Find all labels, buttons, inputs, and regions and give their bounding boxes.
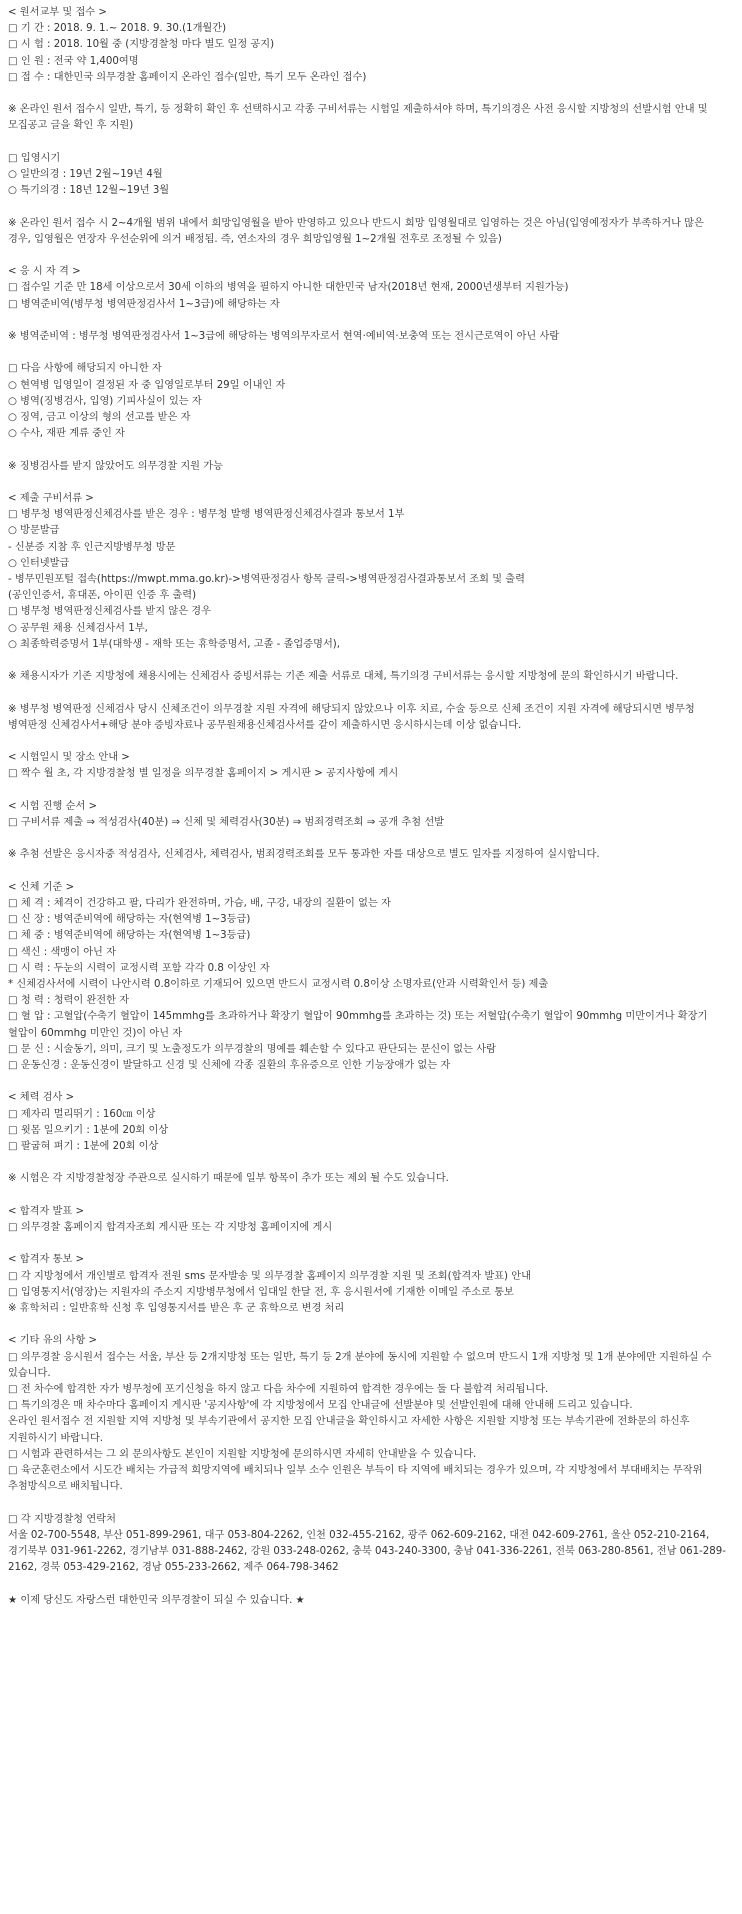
notice-line: * 신체검사서에 시력이 나안시력 0.8이하로 기재되어 있으면 반드시 교정시력 0.8이상 소명자료(안과 시력확인서 등) 제출: [8, 978, 549, 990]
notice-line: □ 접 수 : 대한민국 의무경찰 홈페이지 온라인 접수(일반, 특기 모두 온라인 접수): [8, 71, 367, 83]
notice-line: □ 혈 압 : 고혈압(수축기 혈압이 145mmhg를 초과하거나 확장기 혈압이 90mmhg를 초과하는 것) 또는 저혈압(수축기 혈압이 90mmhg 미만이거나 확장기 혈압이 60mmhg 미만인 것)이 아닌 자: [8, 1011, 711, 1039]
notice-line: ○ 방문발급: [8, 525, 60, 537]
section-heading: < 기타 유의 사항 >: [8, 1335, 98, 1347]
notice-line: □ 각 지방경찰청 연락처: [8, 1513, 116, 1525]
blank-line: [8, 475, 728, 491]
notice-line: ○ 일반의경 : 19년 2월~19년 4월: [8, 169, 163, 180]
notice-line: □ 문 신 : 시술동기, 의미, 크기 및 노출정도가 의무경찰의 명예를 훼손할 수 있다고 판단되는 문신이 없는 사람: [8, 1043, 496, 1055]
notice-line: □ 의무경찰 홈페이지 합격자조회 게시판 또는 각 지방청 홈페이지에 게시: [8, 1221, 333, 1233]
notice-line: 서울 02-700-5548, 부산 051-899-2961, 대구 053-804-2262, 인천 032-455-2162, 광주 062-609-2162, 대전 042-609-2761, 울산 052-210-2164, 경기북부 031-961-2262, 경기남부 031-888-2462, 강원 033-248-0262, 충북 043-240-3300, 충남 041-336-2261, 전북 063-280-8561, 전남 061-289-2162, 경북 053-429-2162, 경남 055-233-2662, 제주 064-798-3462: [8, 1529, 726, 1574]
blank-line: [8, 1495, 728, 1511]
notice-line: ※ 채용시자가 기존 지방청에 채용시에는 신체검사 증빙서류는 기존 제출 서류로 대체, 특기의경 구비서류는 응시할 지방청에 문의 확인하시기 바랍니다.: [8, 671, 679, 683]
section-heading: < 시험일시 및 장소 안내 >: [8, 752, 130, 764]
blank-line: [8, 345, 728, 361]
notice-line: □ 입영통지서(영장)는 지원자의 주소지 지방병무청에서 입대일 한달 전, 후 응시원서에 기재한 이메일 주소로 통보: [8, 1286, 514, 1298]
blank-line: [8, 248, 728, 264]
blank-line: [8, 135, 728, 151]
blank-line: [8, 199, 728, 215]
blank-line: [8, 653, 728, 669]
section-heading: < 응 시 자 격 >: [8, 266, 81, 278]
notice-line: ○ 공무원 채용 신체검사서 1부,: [8, 622, 148, 634]
blank-line: [8, 831, 728, 847]
notice-line: □ 제자리 멀리뛰기 : 160㎝ 이상: [8, 1108, 156, 1120]
notice-line: □ 육군훈련소에서 시도간 배치는 가급적 희망지역에 배치되나 일부 소수 인원은 부득이 타 지역에 배치되는 경우가 있으며, 각 지방청에서 부대배치는 무작위 추첨방식으로 배치됩니다.: [8, 1464, 706, 1493]
blank-line: [8, 685, 728, 701]
notice-line: ※ 온라인 원서 접수 시 2~4개월 범위 내에서 희망입영월을 받아 반영하고 있으나 반드시 희망 입영월대로 입영하는 것은 아님(입영예정자가 부족하거나 많은 경우, 입영월은 연장자 우선순위에 의거 배정됨. 즉, 연소자의 경우 희망입영월 1~2개월 전후로 조정될 수 있음): [8, 217, 708, 245]
blank-line: [8, 1188, 728, 1204]
notice-line: □ 시험과 관련하셔는 그 외 문의사항도 본인이 지원할 지방청에 문의하시면 자세히 안내받을 수 있습니다.: [8, 1448, 477, 1460]
notice-line: ○ 징역, 금고 이상의 형의 선고를 받은 자: [8, 411, 191, 423]
notice-line: □ 시 력 : 두눈의 시력이 교정시력 포함 각각 0.8 이상인 자: [8, 962, 270, 974]
notice-line: □ 전 차수에 합격한 자가 병무청에 포기신청을 하지 않고 다음 차수에 지원하여 합격한 경우에는 둘 다 불합격 처리됩니다.: [8, 1383, 549, 1395]
notice-line: □ 기 간 : 2018. 9. 1.~ 2018. 9. 30.(1개월간): [8, 23, 227, 35]
notice-line: - 병무민원포털 접속(https://mwpt.mma.go.kr)->병역판정검사 항목 클릭->병역판정검사결과통보서 조회 및 출력: [8, 573, 525, 585]
notice-line: □ 각 지방청에서 개인별로 합격자 전원 sms 문자발송 및 의무경찰 홈페이지 의무경찰 지원 및 조회(합격자 발표) 안내: [8, 1270, 531, 1282]
section-heading: < 제출 구비서류 >: [8, 492, 94, 504]
notice-line: ○ 현역병 입영일이 결정된 자 중 입영일로부터 29일 이내인 자: [8, 379, 286, 391]
notice-line: ※ 병무청 병역판정 신체검사 당시 신체조건이 의무경찰 지원 자격에 해당되지 않았으나 이후 치료, 수술 등으로 신체 조건이 지원 자격에 해당되시면 병무청 병역판정 신체검사서+해당 분야 증빙자료나 공무원채용신체검사서를 같이 제출하시면 응시하시는데 이상 없습니다.: [8, 703, 698, 731]
notice-line: □ 청 력 : 청력이 완전한 자: [8, 995, 130, 1007]
blank-line: [8, 864, 728, 880]
notice-line: □ 체 중 : 병역준비역에 해당하는 자(현역병 1~3등급): [8, 930, 251, 942]
notice-line: ※ 병역준비역 : 병무청 병역판정검사서 1~3급에 해당하는 병역의무자로서 현역·예비역·보충역 또는 전시근로역이 아닌 사람: [8, 330, 560, 342]
notice-line: □ 다음 사항에 해당되지 아니한 자: [8, 363, 162, 375]
notice-line: □ 병역준비역(병무청 병역판정검사서 1~3급)에 해당하는 자: [8, 298, 280, 310]
blank-line: [8, 734, 728, 750]
blank-line: [8, 86, 728, 102]
notice-line: □ 접수일 기준 만 18세 이상으로서 30세 이하의 병역을 필하지 아니한 대한민국 남자(2018년 현재, 2000년생부터 지원가능): [8, 282, 569, 294]
notice-line: (공인인증서, 휴대폰, 아이핀 인증 후 출력): [8, 590, 197, 602]
notice-line: ※ 징병검사를 받지 않았어도 의무경찰 지원 가능: [8, 460, 223, 472]
notice-line: ※ 시험은 각 지방경찰청장 주관으로 실시하기 때문에 일부 항목이 추가 또는 제외 될 수도 있습니다.: [8, 1173, 449, 1185]
blank-line: [8, 1317, 728, 1333]
notice-line: ○ 최종학력증명서 1부(대학생 - 재학 또는 휴학증명서, 고졸 - 졸업증명서),: [8, 638, 341, 650]
notice-line: □ 의무경찰 응시원서 접수는 서울, 부산 등 2개지방청 또는 일반, 특기 등 2개 분야에 동시에 지원할 수 없으며 반드시 1개 지방청 및 1개 분야에만 지원하실 수 있습니다.: [8, 1351, 715, 1379]
notice-line: □ 입영시기: [8, 152, 61, 164]
notice-line: □ 팔굽혀 펴기 : 1분에 20회 이상: [8, 1140, 159, 1152]
blank-line: [8, 313, 728, 329]
notice-line: □ 색신 : 색맹이 아닌 자: [8, 946, 116, 958]
notice-line: ★ 이제 당신도 자랑스런 대한민국 의무경찰이 되실 수 있습니다. ★: [8, 1594, 305, 1606]
notice-line: ○ 수사, 재판 계류 중인 자: [8, 428, 125, 440]
notice-line: □ 특기의경은 매 차수마다 홈페이지 게시판 '공지사항'에 각 지방청에서 모집 안내글에 선발분야 및 선발인원에 대해 안내해 드리고 있습니다.: [8, 1400, 633, 1412]
blank-line: [8, 1155, 728, 1171]
notice-line: ※ 온라인 원서 접수시 일반, 특기, 등 정확히 확인 후 선택하시고 각종 구비서류는 시험일 제출하셔야 하며, 특기의경은 사전 응시할 지방청의 선발시험 안내 및 모집공고 글을 확인 후 지원): [8, 104, 711, 132]
notice-line: ○ 인터넷발급: [8, 557, 70, 569]
notice-line: □ 체 격 : 체격이 건강하고 팔, 다리가 완전하며, 가슴, 배, 구강, 내장의 질환이 없는 자: [8, 897, 391, 909]
section-heading: < 시험 진행 순서 >: [8, 800, 98, 812]
notice-line: □ 병무청 병역판정신체검사를 받지 않은 경우: [8, 606, 211, 618]
notice-line: ○ 병역(징병검사, 입영) 기피사실이 있는 자: [8, 395, 202, 407]
section-heading: < 체력 검사 >: [8, 1092, 75, 1104]
section-heading: < 합격자 통보 >: [8, 1254, 84, 1266]
blank-line: [8, 1576, 728, 1592]
notice-line: □ 시 험 : 2018. 10월 중 (지방경찰청 마다 별도 일정 공지): [8, 39, 275, 51]
section-heading: < 원서교부 및 접수 >: [8, 7, 107, 18]
blank-line: [8, 783, 728, 799]
notice-line: □ 인 원 : 전국 약 1,400여명: [8, 55, 139, 67]
section-heading: < 신체 기준 >: [8, 881, 75, 893]
notice-line: □ 윗몸 일으키기 : 1분에 20회 이상: [8, 1124, 169, 1136]
notice-line: □ 구비서류 제출 ⇒ 적성검사(40분) ⇒ 신체 및 체력검사(30분) ⇒ 범죄경력조회 ⇒ 공개 추첨 선발: [8, 816, 445, 828]
notice-line: ※ 휴학처리 : 일반휴학 신청 후 입영통지서를 받은 후 군 휴학으로 변경 처리: [8, 1302, 345, 1314]
notice-line: □ 병무청 병역판정신체검사를 받은 경우 : 병무청 발행 병역판정신체검사결과 통보서 1부: [8, 509, 405, 521]
notice-line: 온라인 원서접수 전 지원할 지역 지방청 및 부속기관에서 공지한 모집 안내글을 확인하시고 자세한 사항은 지원할 지방청 또는 부속기관에 전화문의 하신후 지원하시기 바랍니다.: [8, 1416, 693, 1444]
notice-line: ※ 추첨 선발은 응시자중 적성검사, 신체검사, 체력검사, 범죄경력조회를 모두 통과한 자를 대상으로 별도 일자를 지정하여 실시합니다.: [8, 849, 600, 861]
notice-line: □ 운동신경 : 운동신경이 발달하고 신경 및 신체에 각종 질환의 후유증으로 인한 기능장애가 없는 자: [8, 1059, 451, 1071]
notice-line: - 신분증 지참 후 인근지방병무청 방문: [8, 541, 176, 553]
blank-line: [8, 442, 728, 458]
blank-line: [8, 1236, 728, 1252]
notice-line: □ 짝수 월 초, 각 지방경찰청 별 일정을 의무경찰 홈페이지 > 게시판 > 공지사항에 게시: [8, 768, 399, 780]
notice-line: ○ 특기의경 : 18년 12월~19년 3월: [8, 185, 170, 197]
blank-line: [8, 1074, 728, 1090]
section-heading: < 합격자 발표 >: [8, 1205, 84, 1217]
notice-line: □ 신 장 : 병역준비역에 해당하는 자(현역병 1~3등급): [8, 914, 251, 926]
